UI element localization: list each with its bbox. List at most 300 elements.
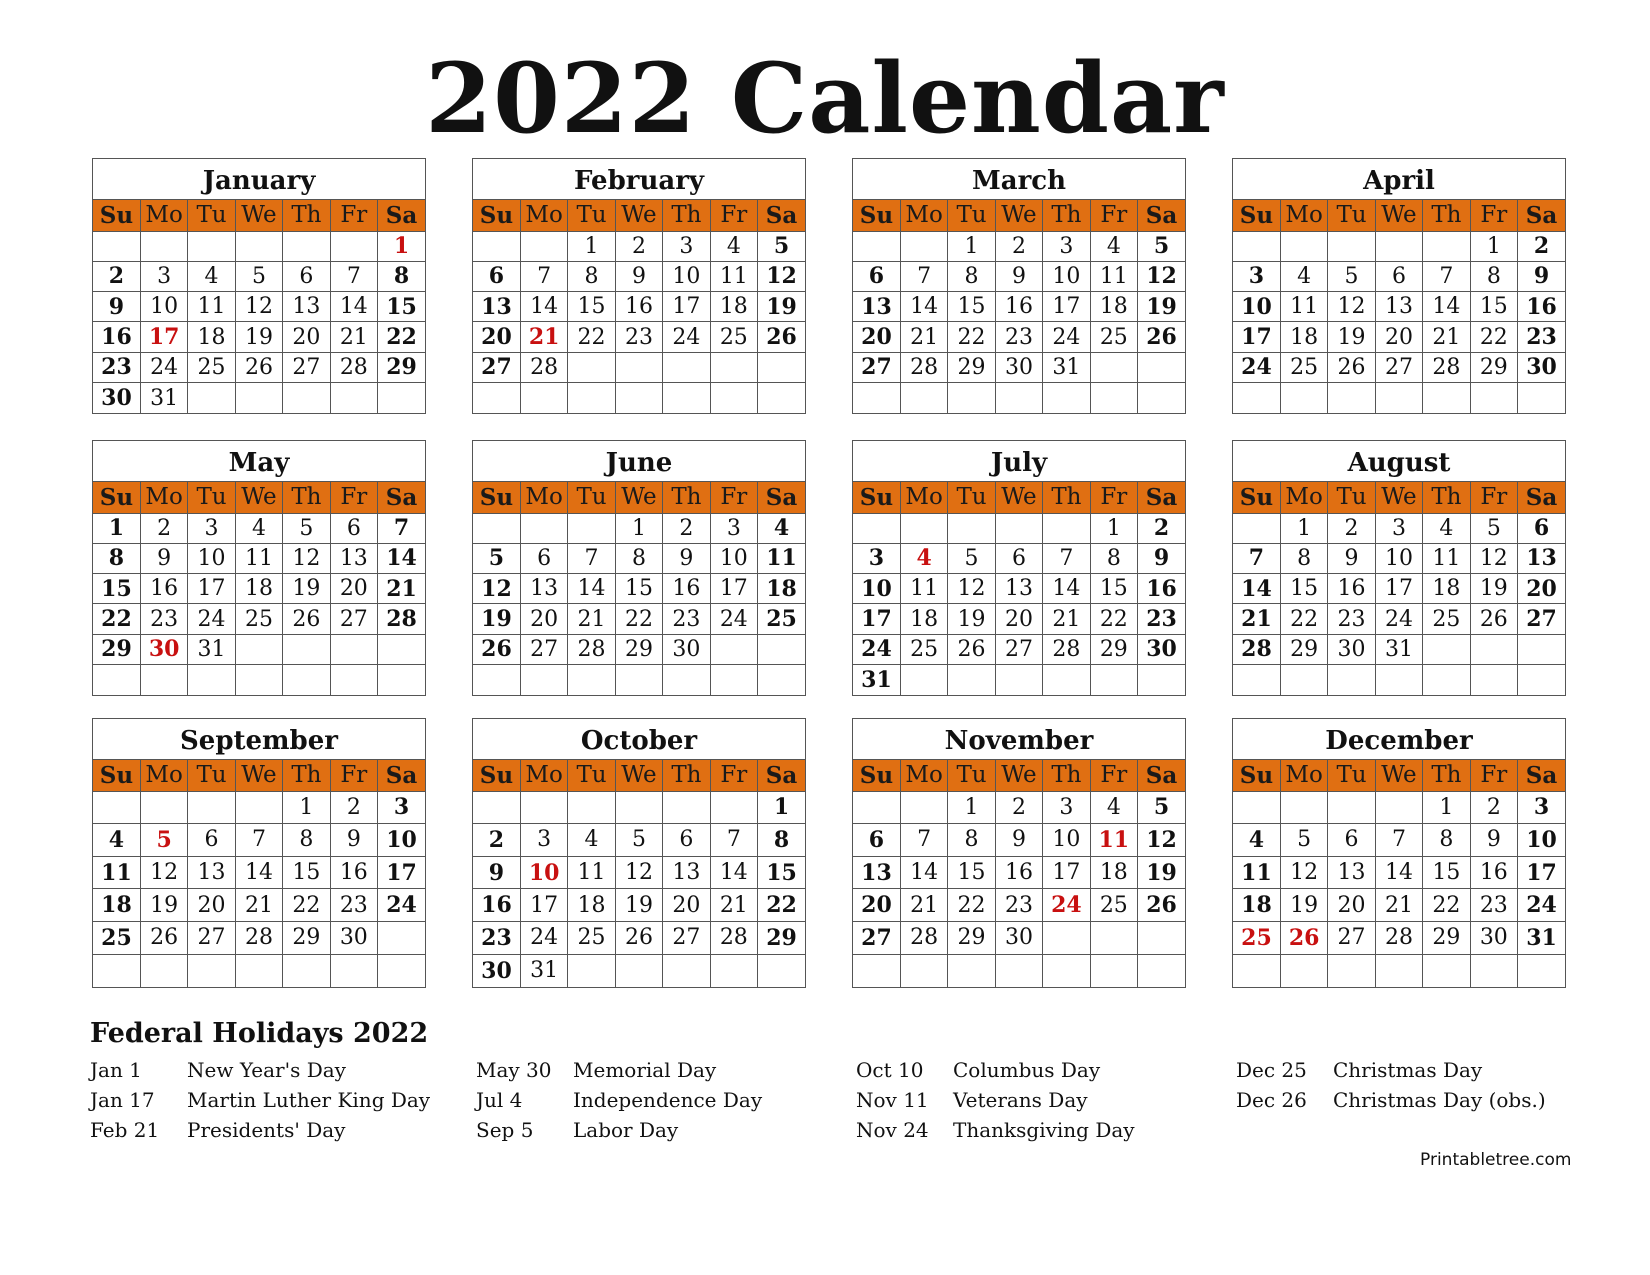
day-cell: 16 bbox=[615, 292, 662, 322]
day-cell bbox=[1375, 954, 1422, 987]
day-cell: 7 bbox=[900, 824, 947, 857]
day-cell bbox=[900, 954, 947, 987]
holiday-name: Independence Day bbox=[573, 1088, 763, 1112]
day-cell bbox=[663, 954, 710, 987]
day-cell: 1 bbox=[758, 791, 805, 824]
day-cell: 8 bbox=[1090, 543, 1137, 573]
week-row bbox=[853, 261, 1185, 291]
holiday-date: Sep 5 bbox=[476, 1118, 534, 1142]
day-cell: 1 bbox=[948, 791, 995, 824]
day-cell bbox=[1138, 665, 1185, 695]
day-cell bbox=[330, 954, 377, 987]
day-cell bbox=[568, 665, 615, 695]
day-cell: 10 bbox=[140, 292, 187, 322]
day-cell: 25 bbox=[710, 322, 757, 352]
day-cell: 8 bbox=[948, 824, 995, 857]
day-cell: 27 bbox=[283, 352, 330, 382]
holiday-date: Nov 24 bbox=[856, 1118, 929, 1142]
day-cell: 3 bbox=[1233, 261, 1280, 291]
day-cell bbox=[568, 954, 615, 987]
day-cell: 23 bbox=[473, 922, 520, 955]
day-cell: 18 bbox=[1423, 574, 1470, 604]
day-cell: 16 bbox=[995, 856, 1042, 889]
day-cell: 23 bbox=[995, 889, 1042, 922]
day-cell bbox=[1138, 352, 1185, 382]
day-cell: 7 bbox=[1043, 543, 1090, 573]
day-cell: 18 bbox=[710, 292, 757, 322]
day-cell: 9 bbox=[995, 824, 1042, 857]
weekday-header: We bbox=[995, 760, 1042, 791]
day-cell: 20 bbox=[853, 322, 900, 352]
day-cell: 19 bbox=[140, 889, 187, 922]
day-cell bbox=[520, 665, 567, 695]
day-cell: 4 bbox=[1090, 791, 1137, 824]
day-cell: 25 bbox=[188, 352, 235, 382]
day-cell: 11 bbox=[235, 543, 282, 573]
day-cell bbox=[995, 954, 1042, 987]
day-cell: 10 bbox=[1375, 543, 1422, 573]
day-cell: 4 bbox=[1233, 824, 1280, 857]
day-cell: 7 bbox=[378, 513, 425, 543]
day-cell bbox=[188, 231, 235, 261]
day-cell: 3 bbox=[1375, 513, 1422, 543]
day-cell: 17 bbox=[188, 574, 235, 604]
weekday-header: Fr bbox=[710, 482, 757, 513]
day-cell: 2 bbox=[995, 791, 1042, 824]
day-cell: 23 bbox=[1518, 322, 1565, 352]
day-cell: 4 bbox=[758, 513, 805, 543]
week-row bbox=[1233, 922, 1565, 955]
day-cell bbox=[663, 665, 710, 695]
month-name: December bbox=[1233, 719, 1565, 760]
day-cell: 16 bbox=[93, 322, 140, 352]
month-january bbox=[92, 158, 426, 414]
day-cell bbox=[1043, 922, 1090, 955]
day-cell bbox=[1518, 383, 1565, 413]
day-cell: 11 bbox=[568, 856, 615, 889]
day-cell bbox=[1233, 665, 1280, 695]
day-cell bbox=[1470, 634, 1517, 664]
day-cell: 22 bbox=[758, 889, 805, 922]
day-cell: 9 bbox=[1518, 261, 1565, 291]
weekday-header: Th bbox=[1423, 482, 1470, 513]
weekday-header: Su bbox=[93, 482, 140, 513]
day-cell: 13 bbox=[995, 574, 1042, 604]
weekday-header-row bbox=[473, 760, 805, 791]
day-cell: 21 bbox=[1043, 604, 1090, 634]
day-cell: 14 bbox=[330, 292, 377, 322]
day-cell bbox=[330, 383, 377, 413]
day-cell: 22 bbox=[93, 604, 140, 634]
day-cell: 14 bbox=[235, 856, 282, 889]
day-cell: 18 bbox=[900, 604, 947, 634]
month-name: June bbox=[473, 441, 805, 482]
month-november bbox=[852, 718, 1186, 988]
day-cell: 18 bbox=[1090, 856, 1137, 889]
day-cell: 15 bbox=[283, 856, 330, 889]
day-cell bbox=[1470, 665, 1517, 695]
day-cell: 26 bbox=[283, 604, 330, 634]
day-cell bbox=[1423, 383, 1470, 413]
day-cell bbox=[330, 231, 377, 261]
day-cell bbox=[235, 791, 282, 824]
day-cell: 6 bbox=[1518, 513, 1565, 543]
day-cell: 14 bbox=[1233, 574, 1280, 604]
weekday-header: Fr bbox=[1470, 482, 1517, 513]
month-july bbox=[852, 440, 1186, 696]
day-cell: 4 bbox=[188, 261, 235, 291]
credit-text: Printabletree.com bbox=[1420, 1150, 1572, 1170]
month-october bbox=[472, 718, 806, 988]
day-cell: 18 bbox=[758, 574, 805, 604]
month-table bbox=[93, 760, 425, 987]
day-cell: 10 bbox=[1043, 261, 1090, 291]
day-cell bbox=[900, 665, 947, 695]
day-cell: 28 bbox=[1375, 922, 1422, 955]
day-cell: 3 bbox=[1043, 231, 1090, 261]
day-cell: 17 bbox=[1043, 292, 1090, 322]
day-cell: 5 bbox=[615, 824, 662, 857]
day-cell: 28 bbox=[378, 604, 425, 634]
day-cell: 1 bbox=[948, 231, 995, 261]
day-cell: 1 bbox=[568, 231, 615, 261]
day-cell bbox=[520, 791, 567, 824]
day-cell: 29 bbox=[378, 352, 425, 382]
day-cell bbox=[1090, 383, 1137, 413]
day-cell: 13 bbox=[283, 292, 330, 322]
day-cell bbox=[1280, 791, 1327, 824]
day-cell bbox=[1233, 383, 1280, 413]
day-cell bbox=[710, 634, 757, 664]
month-december bbox=[1232, 718, 1566, 988]
week-row bbox=[473, 231, 805, 261]
day-cell: 10 bbox=[710, 543, 757, 573]
day-cell bbox=[473, 513, 520, 543]
day-cell: 30 bbox=[995, 352, 1042, 382]
month-august bbox=[1232, 440, 1566, 696]
day-cell: 23 bbox=[330, 889, 377, 922]
day-cell: 16 bbox=[1518, 292, 1565, 322]
day-cell: 25 bbox=[93, 922, 140, 955]
weekday-header: Th bbox=[283, 200, 330, 231]
weekday-header: Fr bbox=[1090, 200, 1137, 231]
day-cell: 11 bbox=[1090, 824, 1137, 857]
day-cell bbox=[1043, 383, 1090, 413]
day-cell: 26 bbox=[758, 322, 805, 352]
day-cell: 16 bbox=[330, 856, 377, 889]
day-cell: 6 bbox=[995, 543, 1042, 573]
weekday-header: Su bbox=[473, 760, 520, 791]
day-cell: 12 bbox=[1138, 261, 1185, 291]
weekday-header: Th bbox=[283, 760, 330, 791]
day-cell: 4 bbox=[568, 824, 615, 857]
holiday-name: Christmas Day (obs.) bbox=[1333, 1088, 1546, 1112]
day-cell bbox=[1375, 665, 1422, 695]
weekday-header: Tu bbox=[188, 760, 235, 791]
day-cell bbox=[1280, 954, 1327, 987]
weekday-header: Mo bbox=[140, 200, 187, 231]
weekday-header: Su bbox=[473, 200, 520, 231]
day-cell: 25 bbox=[568, 922, 615, 955]
weekday-header-row bbox=[93, 200, 425, 231]
day-cell: 23 bbox=[1470, 889, 1517, 922]
week-row bbox=[473, 352, 805, 382]
weekday-header-row bbox=[853, 200, 1185, 231]
week-row bbox=[1233, 634, 1565, 664]
day-cell: 7 bbox=[520, 261, 567, 291]
weekday-header: Sa bbox=[1138, 482, 1185, 513]
month-table bbox=[1233, 482, 1565, 695]
weekday-header: Th bbox=[1043, 760, 1090, 791]
month-name: November bbox=[853, 719, 1185, 760]
day-cell: 5 bbox=[283, 513, 330, 543]
month-table bbox=[853, 200, 1185, 413]
day-cell: 4 bbox=[93, 824, 140, 857]
day-cell: 29 bbox=[948, 352, 995, 382]
week-row bbox=[93, 231, 425, 261]
week-row bbox=[853, 322, 1185, 352]
page-title: 2022 Calendar bbox=[425, 42, 1225, 155]
day-cell bbox=[1423, 665, 1470, 695]
month-table bbox=[853, 482, 1185, 695]
day-cell bbox=[663, 791, 710, 824]
weekday-header: Fr bbox=[330, 482, 377, 513]
weekday-header: Tu bbox=[1328, 482, 1375, 513]
week-row bbox=[473, 383, 805, 413]
day-cell bbox=[615, 954, 662, 987]
day-cell: 24 bbox=[1043, 889, 1090, 922]
day-cell: 30 bbox=[473, 954, 520, 987]
month-name: September bbox=[93, 719, 425, 760]
week-row bbox=[853, 856, 1185, 889]
day-cell bbox=[1233, 954, 1280, 987]
day-cell bbox=[1375, 383, 1422, 413]
day-cell: 2 bbox=[140, 513, 187, 543]
day-cell: 7 bbox=[1233, 543, 1280, 573]
day-cell: 24 bbox=[1043, 322, 1090, 352]
week-row bbox=[93, 856, 425, 889]
week-row bbox=[1233, 261, 1565, 291]
weekday-header: Sa bbox=[758, 760, 805, 791]
day-cell: 26 bbox=[140, 922, 187, 955]
day-cell: 24 bbox=[1518, 889, 1565, 922]
day-cell: 27 bbox=[1328, 922, 1375, 955]
day-cell: 27 bbox=[520, 634, 567, 664]
week-row bbox=[1233, 889, 1565, 922]
week-row bbox=[473, 322, 805, 352]
day-cell bbox=[1090, 352, 1137, 382]
day-cell: 9 bbox=[140, 543, 187, 573]
weekday-header: Mo bbox=[1280, 760, 1327, 791]
day-cell: 14 bbox=[1423, 292, 1470, 322]
day-cell: 1 bbox=[1090, 513, 1137, 543]
weekday-header: Mo bbox=[900, 760, 947, 791]
month-name: October bbox=[473, 719, 805, 760]
day-cell bbox=[1233, 231, 1280, 261]
weekday-header: Mo bbox=[520, 760, 567, 791]
day-cell: 19 bbox=[283, 574, 330, 604]
month-table bbox=[93, 482, 425, 695]
day-cell: 28 bbox=[330, 352, 377, 382]
day-cell: 8 bbox=[1280, 543, 1327, 573]
day-cell: 4 bbox=[710, 231, 757, 261]
weekday-header: Su bbox=[853, 482, 900, 513]
day-cell: 30 bbox=[93, 383, 140, 413]
week-row bbox=[1233, 543, 1565, 573]
weekday-header: Th bbox=[663, 200, 710, 231]
day-cell: 21 bbox=[900, 322, 947, 352]
day-cell bbox=[1328, 383, 1375, 413]
week-row bbox=[853, 954, 1185, 987]
day-cell: 14 bbox=[900, 856, 947, 889]
day-cell bbox=[378, 922, 425, 955]
weekday-header: Fr bbox=[330, 200, 377, 231]
day-cell bbox=[283, 665, 330, 695]
day-cell: 24 bbox=[1375, 604, 1422, 634]
day-cell: 4 bbox=[1090, 231, 1137, 261]
day-cell bbox=[1328, 665, 1375, 695]
day-cell: 29 bbox=[283, 922, 330, 955]
day-cell: 17 bbox=[1233, 322, 1280, 352]
weekday-header-row bbox=[1233, 760, 1565, 791]
day-cell: 19 bbox=[1138, 292, 1185, 322]
weekday-header-row bbox=[473, 200, 805, 231]
day-cell: 7 bbox=[1375, 824, 1422, 857]
month-table bbox=[473, 200, 805, 413]
day-cell bbox=[140, 665, 187, 695]
week-row bbox=[1233, 574, 1565, 604]
day-cell: 2 bbox=[1470, 791, 1517, 824]
day-cell bbox=[758, 634, 805, 664]
day-cell: 9 bbox=[995, 261, 1042, 291]
day-cell: 6 bbox=[330, 513, 377, 543]
holiday-date: Dec 26 bbox=[1236, 1088, 1307, 1112]
day-cell: 3 bbox=[1043, 791, 1090, 824]
day-cell bbox=[1043, 665, 1090, 695]
day-cell: 27 bbox=[473, 352, 520, 382]
day-cell: 3 bbox=[188, 513, 235, 543]
day-cell: 19 bbox=[1470, 574, 1517, 604]
holiday-date: Jan 17 bbox=[90, 1088, 155, 1112]
day-cell: 10 bbox=[1043, 824, 1090, 857]
day-cell bbox=[900, 513, 947, 543]
holiday-date: Nov 11 bbox=[856, 1088, 929, 1112]
day-cell: 15 bbox=[615, 574, 662, 604]
week-row bbox=[93, 665, 425, 695]
month-february bbox=[472, 158, 806, 414]
day-cell: 27 bbox=[1375, 352, 1422, 382]
holiday-date: Jan 1 bbox=[90, 1058, 142, 1082]
day-cell bbox=[93, 665, 140, 695]
day-cell: 4 bbox=[900, 543, 947, 573]
day-cell: 6 bbox=[663, 824, 710, 857]
day-cell: 17 bbox=[663, 292, 710, 322]
day-cell bbox=[900, 383, 947, 413]
weekday-header: Tu bbox=[188, 200, 235, 231]
month-name: February bbox=[473, 159, 805, 200]
week-row bbox=[853, 574, 1185, 604]
month-table bbox=[1233, 200, 1565, 413]
day-cell: 5 bbox=[1280, 824, 1327, 857]
week-row bbox=[853, 665, 1185, 695]
day-cell: 2 bbox=[330, 791, 377, 824]
day-cell bbox=[1423, 634, 1470, 664]
week-row bbox=[93, 791, 425, 824]
day-cell: 27 bbox=[330, 604, 377, 634]
day-cell: 15 bbox=[1090, 574, 1137, 604]
day-cell: 31 bbox=[1375, 634, 1422, 664]
day-cell: 12 bbox=[758, 261, 805, 291]
week-row bbox=[853, 824, 1185, 857]
day-cell: 6 bbox=[520, 543, 567, 573]
weekday-header: Tu bbox=[568, 760, 615, 791]
day-cell bbox=[1233, 791, 1280, 824]
weekday-header: Mo bbox=[520, 482, 567, 513]
day-cell: 12 bbox=[615, 856, 662, 889]
day-cell: 18 bbox=[93, 889, 140, 922]
day-cell: 1 bbox=[1470, 231, 1517, 261]
day-cell bbox=[1090, 922, 1137, 955]
day-cell bbox=[853, 231, 900, 261]
weekday-header: Sa bbox=[378, 482, 425, 513]
day-cell: 13 bbox=[473, 292, 520, 322]
weekday-header: Su bbox=[853, 760, 900, 791]
day-cell: 25 bbox=[1280, 352, 1327, 382]
day-cell: 15 bbox=[948, 292, 995, 322]
day-cell bbox=[710, 383, 757, 413]
weekday-header-row bbox=[473, 482, 805, 513]
week-row bbox=[473, 513, 805, 543]
day-cell: 31 bbox=[853, 665, 900, 695]
day-cell: 15 bbox=[758, 856, 805, 889]
day-cell bbox=[568, 383, 615, 413]
day-cell: 11 bbox=[710, 261, 757, 291]
day-cell: 22 bbox=[568, 322, 615, 352]
week-row bbox=[853, 231, 1185, 261]
day-cell bbox=[188, 791, 235, 824]
day-cell: 6 bbox=[853, 261, 900, 291]
day-cell: 20 bbox=[853, 889, 900, 922]
week-row bbox=[93, 543, 425, 573]
day-cell: 14 bbox=[900, 292, 947, 322]
day-cell bbox=[140, 791, 187, 824]
day-cell: 31 bbox=[188, 634, 235, 664]
week-row bbox=[1233, 322, 1565, 352]
week-row bbox=[853, 604, 1185, 634]
month-name: August bbox=[1233, 441, 1565, 482]
day-cell: 5 bbox=[1328, 261, 1375, 291]
day-cell: 7 bbox=[568, 543, 615, 573]
day-cell bbox=[758, 352, 805, 382]
day-cell bbox=[615, 352, 662, 382]
day-cell: 12 bbox=[473, 574, 520, 604]
weekday-header: We bbox=[1375, 760, 1422, 791]
month-table bbox=[473, 760, 805, 987]
week-row bbox=[1233, 513, 1565, 543]
day-cell bbox=[520, 383, 567, 413]
day-cell: 30 bbox=[1470, 922, 1517, 955]
day-cell: 26 bbox=[473, 634, 520, 664]
holiday-date: May 30 bbox=[476, 1058, 552, 1082]
day-cell: 8 bbox=[1423, 824, 1470, 857]
weekday-header: Su bbox=[93, 760, 140, 791]
day-cell: 22 bbox=[1423, 889, 1470, 922]
day-cell: 10 bbox=[853, 574, 900, 604]
weekday-header: Th bbox=[1043, 482, 1090, 513]
day-cell bbox=[758, 954, 805, 987]
day-cell: 30 bbox=[330, 922, 377, 955]
day-cell: 25 bbox=[900, 634, 947, 664]
